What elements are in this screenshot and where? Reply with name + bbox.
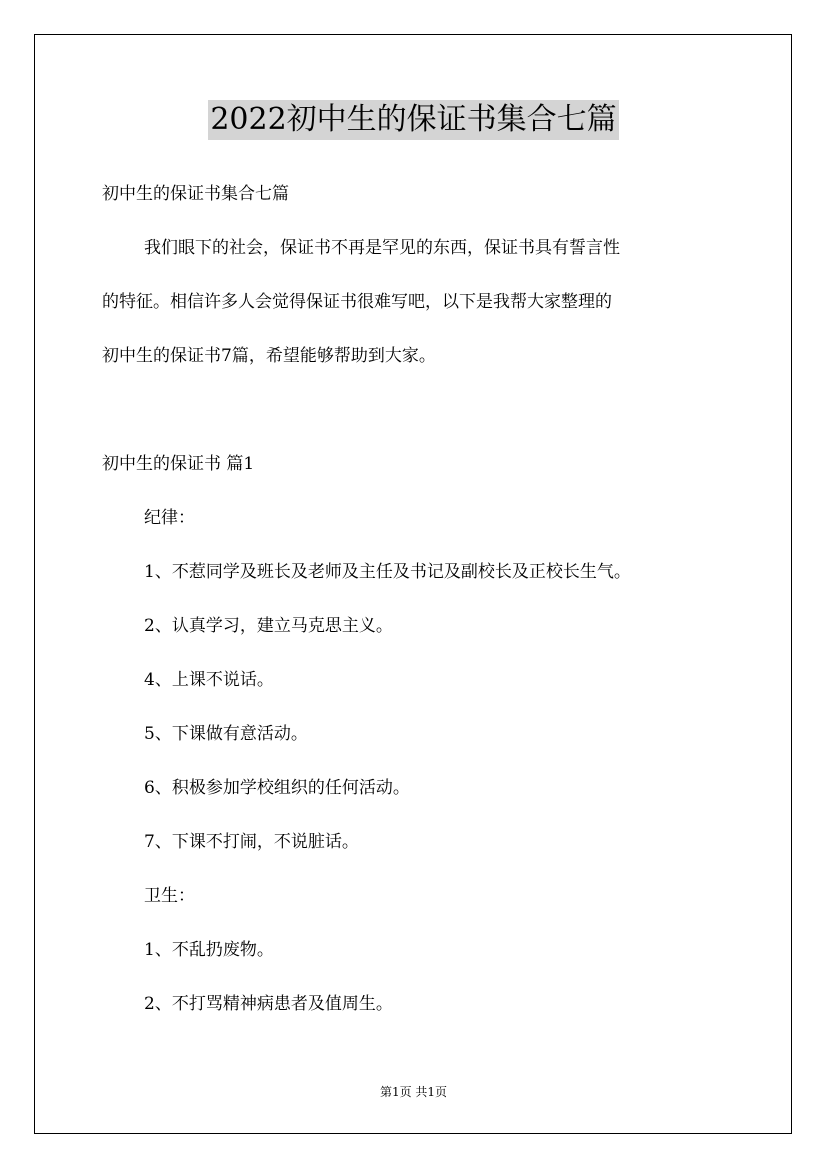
intro-paragraph-line-1: 我们眼下的社会，保证书不再是罕见的东西，保证书具有誓言性 (144, 238, 620, 258)
list-item: 1、不乱扔废物。 (144, 940, 274, 960)
list-item: 7、下课不打闹，不说脏话。 (144, 832, 359, 852)
document-title (0, 100, 827, 145)
list-item: 2、认真学习，建立马克思主义。 (144, 616, 393, 636)
section-heading: 初中生的保证书 篇1 (102, 454, 255, 474)
document-title-text: 2022初中生的保证书集合七篇 (208, 100, 618, 140)
subtitle: 初中生的保证书集合七篇 (102, 184, 289, 204)
list-item: 4、上课不说话。 (144, 670, 274, 690)
discipline-heading: 纪律： (144, 508, 195, 528)
hygiene-heading: 卫生： (144, 886, 195, 906)
list-item: 2、不打骂精神病患者及值周生。 (144, 994, 393, 1014)
page-number-footer: 第1页 共1页 (379, 1085, 448, 1099)
intro-paragraph-line-3: 初中生的保证书7篇，希望能够帮助到大家。 (102, 346, 436, 366)
list-item: 5、下课做有意活动。 (144, 724, 308, 744)
list-item: 1、不惹同学及班长及老师及主任及书记及副校长及正校长生气。 (144, 562, 631, 582)
intro-paragraph-line-2: 的特征。相信许多人会觉得保证书很难写吧，以下是我帮大家整理的 (102, 292, 612, 312)
list-item: 6、积极参加学校组织的任何活动。 (144, 778, 410, 798)
